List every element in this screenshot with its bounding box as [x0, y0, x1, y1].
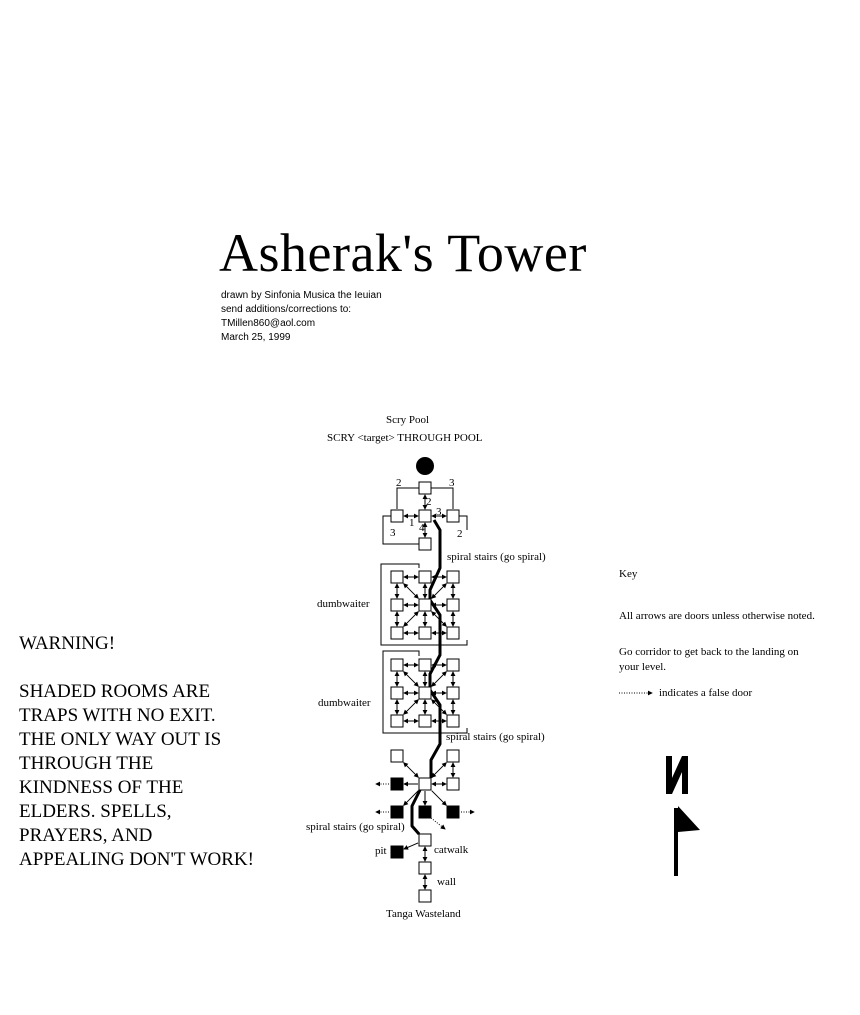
door-arrow: [432, 672, 447, 687]
warning-line: PRAYERS, AND: [19, 825, 153, 846]
room: [419, 778, 431, 790]
room: [447, 778, 459, 790]
warning-line: SHADED ROOMS ARE: [19, 681, 211, 702]
room: [447, 715, 459, 727]
room: [419, 538, 431, 550]
door-arrow: [404, 700, 419, 715]
key-false-door: indicates a false door: [659, 687, 753, 699]
north-arrow-icon: [660, 752, 710, 882]
warning-line: THE ONLY WAY OUT IS: [19, 729, 222, 750]
room: [419, 862, 431, 874]
trap-room: [391, 806, 403, 818]
trap-room: [447, 806, 459, 818]
room: [391, 687, 403, 699]
label-wall: wall: [437, 876, 456, 888]
scry-pool-icon: [416, 457, 434, 475]
room: [419, 510, 431, 522]
room: [419, 890, 431, 902]
door-number: 1: [409, 517, 415, 529]
door-number: 2: [396, 477, 402, 489]
key-heading: Key: [619, 568, 638, 580]
door-number: 2: [426, 496, 432, 508]
door-number: 4: [419, 522, 425, 534]
credit-send: send additions/corrections to:: [221, 304, 352, 315]
door-number: 2: [457, 528, 463, 540]
room: [447, 687, 459, 699]
credit-date: March 25, 1999: [221, 332, 291, 343]
room: [391, 715, 403, 727]
label-dumbwaiter: dumbwaiter: [317, 598, 370, 610]
room: [419, 627, 431, 639]
warning-heading: WARNING!: [19, 633, 116, 654]
room: [419, 834, 431, 846]
warning-line: THROUGH THE: [19, 753, 154, 774]
trap-room: [391, 778, 403, 790]
label-spiral-stairs: spiral stairs (go spiral): [447, 551, 546, 563]
room: [391, 571, 403, 583]
compass-flag: [678, 806, 700, 832]
room: [447, 510, 459, 522]
room: [419, 482, 431, 494]
page-title: Asherak's Tower: [219, 223, 587, 283]
room: [391, 599, 403, 611]
compass-letter-n: [666, 756, 688, 794]
label-spiral-stairs: spiral stairs (go spiral): [446, 731, 545, 743]
key-line-arrows: All arrows are doors unless otherwise noted.: [619, 610, 815, 622]
compass-shaft: [674, 808, 678, 876]
label-tanga-wasteland: Tanga Wasteland: [386, 908, 461, 920]
door-number: 3: [449, 477, 455, 489]
door-arrow: [432, 791, 447, 806]
label-catwalk: catwalk: [434, 844, 469, 856]
room: [391, 627, 403, 639]
warning-line: ELDERS. SPELLS,: [19, 801, 172, 822]
warning-line: KINDNESS OF THE: [19, 777, 184, 798]
room: [419, 599, 431, 611]
corridor-line: [397, 488, 419, 509]
door-number: 3: [436, 506, 442, 518]
door-arrow: [404, 612, 419, 627]
room: [419, 659, 431, 671]
corridor-line: [459, 516, 467, 530]
credit-author: drawn by Sinfonia Musica the Ieuian: [221, 290, 382, 301]
label-pit: pit: [375, 845, 387, 857]
room: [447, 571, 459, 583]
room: [391, 659, 403, 671]
warning-line: TRAPS WITH NO EXIT.: [19, 705, 216, 726]
door-arrow: [404, 672, 419, 687]
trap-room: [391, 846, 403, 858]
door-number: 3: [390, 527, 396, 539]
warning-line: APPEALING DON'T WORK!: [19, 849, 254, 870]
label-scry-command: SCRY <target> THROUGH POOL: [327, 432, 483, 444]
room: [419, 571, 431, 583]
room: [391, 750, 403, 762]
key-line-corridor-2: your level.: [619, 661, 667, 673]
door-arrow: [404, 584, 419, 599]
label-scry-pool: Scry Pool: [386, 414, 430, 426]
door-arrow: [404, 763, 419, 778]
room: [447, 627, 459, 639]
room: [447, 599, 459, 611]
label-dumbwaiter: dumbwaiter: [318, 697, 371, 709]
door-arrow: [404, 843, 418, 849]
credit-email: TMillen860@aol.com: [221, 318, 316, 329]
room: [419, 715, 431, 727]
room: [391, 510, 403, 522]
false-door-arrow: [431, 818, 445, 829]
door-arrow: [432, 763, 447, 778]
label-spiral-stairs: spiral stairs (go spiral): [306, 821, 405, 833]
spiral-stairs-path: [430, 520, 440, 778]
corridor-line: [431, 488, 453, 509]
room: [419, 687, 431, 699]
room: [447, 659, 459, 671]
room: [447, 750, 459, 762]
trap-room: [419, 806, 431, 818]
door-arrow: [432, 584, 447, 599]
key-line-corridor: Go corridor to get back to the landing on: [619, 646, 799, 658]
